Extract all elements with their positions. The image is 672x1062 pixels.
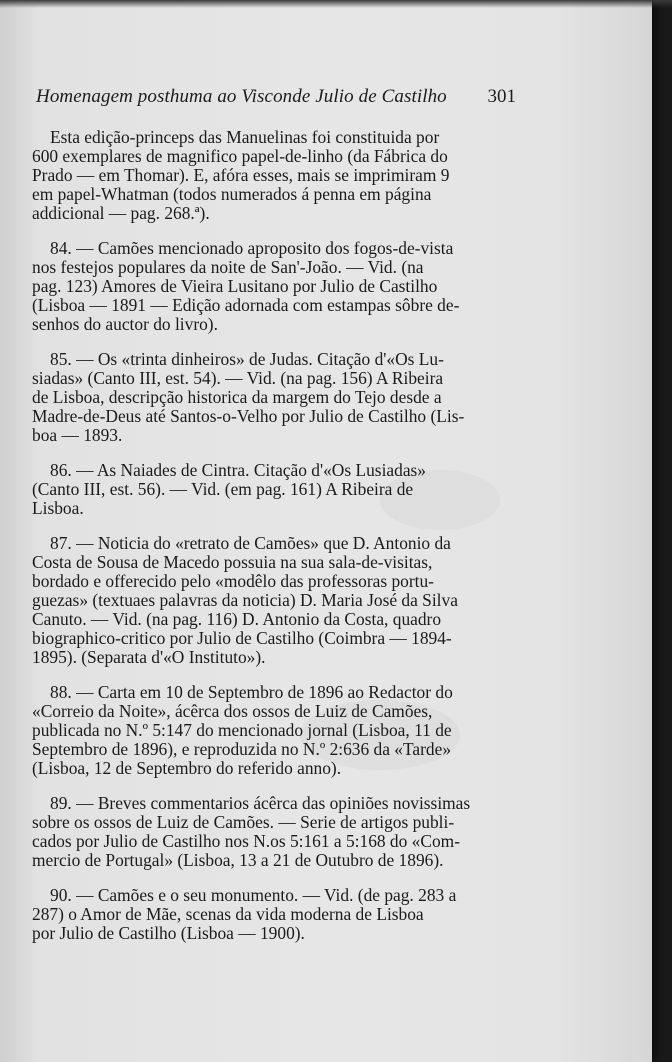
text-line: 87. — Noticia do «retrato de Camões» que D. Antonio da [50,533,451,554]
text-line: mercio de Portugal» (Lisboa, 13 a 21 de Outubro de 1896). [32,849,444,870]
text-line: addicional — pag. 268.ª). [32,202,210,223]
text-line: 84. — Camões mencionado aproposito dos fogos-de-vista [50,238,454,259]
text-line: (Lisboa — 1891 — Edição adornada com estampas sôbre de- [32,294,460,315]
text-line: (Canto III, est. 56). — Vid. (em pag. 161) A Ribeira de [32,479,414,499]
text-block [32,128,512,960]
text-line: Prado — em Thomar). E, afóra esses, mais se imprimiram 9 [32,164,450,185]
note-86 [32,461,512,518]
note-85 [32,350,512,445]
text-line: 85. — Os «trinta dinheiros» de Judas. Citação d'«Os Lu- [50,349,444,370]
note-90 [32,886,512,943]
text-line: senhos do auctor do livro). [32,313,218,334]
text-line: 88. — Carta em 10 de Septembro de 1896 ao Redactor do [50,682,453,703]
note-87 [32,534,512,666]
top-edge-shadow [0,0,672,8]
text-line: boa — 1893. [32,424,123,445]
text-line: Madre-de-Deus até Santos-o-Velho por Julio de Castilho (Lis- [32,405,465,426]
text-line: de Lisboa, descripção historica da margem do Tejo desde a [32,386,442,407]
text-line: pag. 123) Amores de Vieira Lusitano por Julio de Castilho [32,275,438,296]
note-89 [32,794,512,870]
text-line: 287) o Amor de Mãe, scenas da vida moderna de Lisboa [32,904,424,925]
page-number: 301 [487,86,516,107]
running-head [36,86,516,114]
text-line: em papel-Whatman (todos numerados á penna em página [32,183,432,204]
text-line: 86. — As Naiades de Cintra. Citação d'«Os Lusiadas» [50,460,426,481]
text-line: por Julio de Castilho (Lisboa — 1900). [32,923,305,944]
running-title: Homenagem posthuma ao Visconde Julio de Castilho [36,86,447,107]
text-line: bordado e offerecido pelo «modêlo das professoras portu- [32,571,434,592]
text-line: Lisboa. [32,497,84,518]
note-88 [32,683,512,778]
text-line: (Lisboa, 12 de Septembro do referido anno). [32,757,342,778]
text-line: nos festejos populares da noite de San'-João. — Vid. (na [32,256,424,277]
text-line: 89. — Breves commentarios ácêrca das opiniões novissimas [50,793,471,814]
text-line: Septembro de 1896), e reproduzida no N.º 2:636 da «Tarde» [32,738,452,759]
text-line: guezas» (textuaes palavras da noticia) D. Maria José da Silva [32,590,458,611]
text-line: Costa de Sousa de Macedo possuia na sua sala-de-visitas, [32,552,433,573]
text-line: Canuto. — Vid. (na pag. 116) D. Antonio da Costa, quadro [32,608,442,629]
text-line: 90. — Camões e o seu monumento. — Vid. (de pag. 283 a [50,885,457,906]
text-line: «Correio da Noite», ácêrca dos ossos de Luiz de Camões, [32,701,433,722]
text-line: Esta edição-princeps das Manuelinas foi constituida por [50,127,440,147]
text-line: siadas» (Canto III, est. 54). — Vid. (na pag. 156) A Ribeira [32,367,444,388]
text-line: biographico-critico por Julio de Castilho (Coimbra — 1894- [32,627,452,648]
text-line: cados por Julio de Castilho nos N.os 5:161 a 5:168 do «Com- [32,831,460,851]
text-line: sobre os ossos de Luiz de Camões. — Serie de artigos publi- [32,812,455,833]
note-84 [32,239,512,334]
text-line: 600 exemplares de magnifico papel-de-linho (da Fábrica do [32,145,448,166]
text-line: publicada no N.º 5:147 do mencionado jornal (Lisboa, 11 de [32,719,452,740]
text-line: 1895). (Separata d'«O Instituto»). [32,646,266,667]
intro-paragraph [32,128,512,223]
